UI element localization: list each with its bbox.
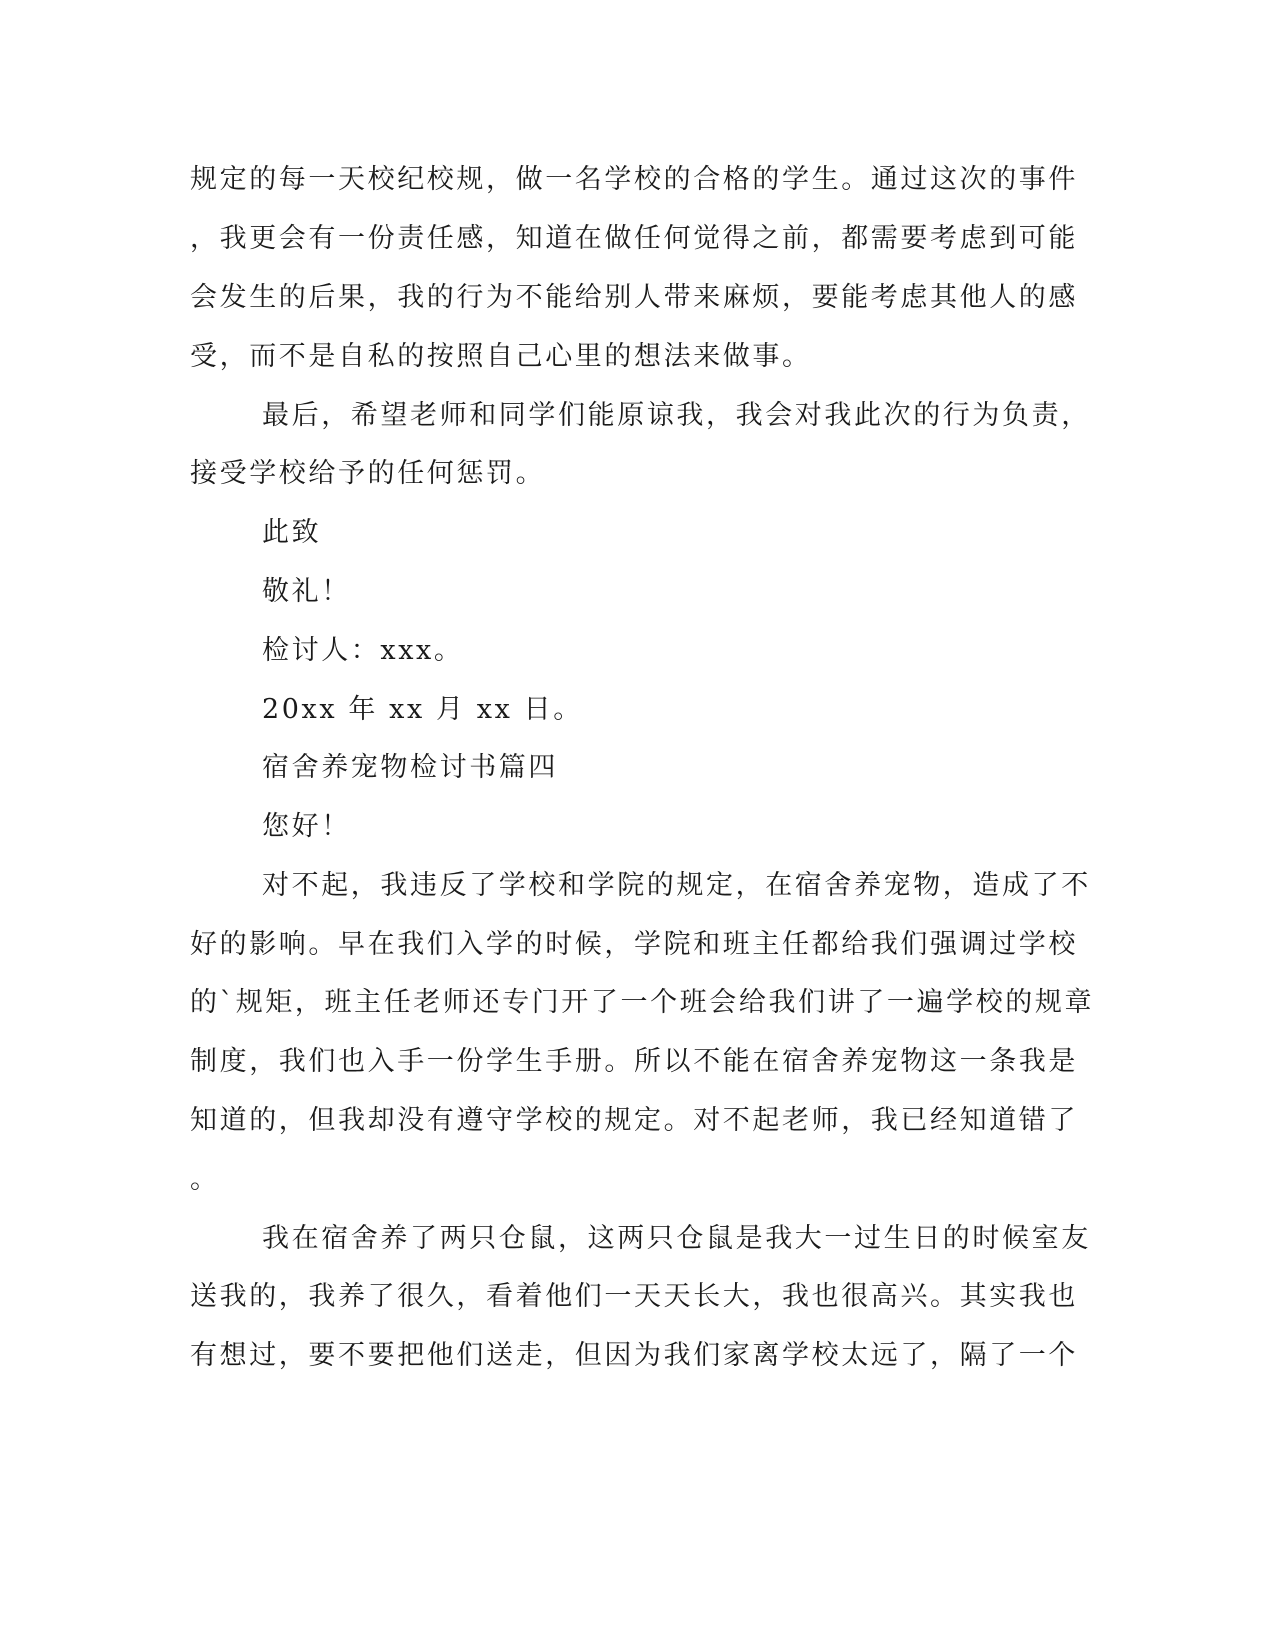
text-line: 对不起，我违反了学校和学院的规定，在宿舍养宠物，造成了不 [262,870,1091,901]
text-line: 送我的，我养了很久，看着他们一天天长大，我也很高兴。其实我也 [190,1281,1078,1312]
text-line: 受，而不是自私的按照自己心里的想法来做事。 [190,341,812,372]
section-heading: 宿舍养宠物检讨书篇四 [262,752,558,783]
text-line: 规定的每一天校纪校规，做一名学校的合格的学生。通过这次的事件 [190,164,1078,195]
text-line: 会发生的后果，我的行为不能给别人带来麻烦，要能考虑其他人的感 [190,282,1078,313]
closing-regards: 敬礼！ [262,576,351,607]
text-line: 有想过，要不要把他们送走，但因为我们家离学校太远了，隔了一个 [190,1340,1078,1371]
text-line: 制度，我们也入手一份学生手册。所以不能在宿舍养宠物这一条我是 [190,1046,1078,1077]
text-line: 知道的，但我却没有遵守学校的规定。对不起老师，我已经知道错了 [190,1105,1078,1136]
date-line: 20xx 年 xx 月 xx 日。 [262,694,583,725]
greeting: 您好！ [262,811,351,842]
closing-salutation: 此致 [262,517,322,548]
text-line: ，我更会有一份责任感，知道在做任何觉得之前，都需要考虑到可能 [190,223,1078,254]
text-line: 。 [190,1164,220,1195]
text-line: 好的影响。早在我们入学的时候，学院和班主任都给我们强调过学校 [190,929,1078,960]
signature-line: 检讨人：xxx。 [262,635,464,666]
text-line: 最后，希望老师和同学们能原谅我，我会对我此次的行为负责， [262,400,1091,431]
text-line: 接受学校给予的任何惩罚。 [190,458,546,489]
text-line: 我在宿舍养了两只仓鼠，这两只仓鼠是我大一过生日的时候室友 [262,1223,1091,1254]
text-line: 的`规矩，班主任老师还专门开了一个班会给我们讲了一遍学校的规章 [190,987,1095,1018]
